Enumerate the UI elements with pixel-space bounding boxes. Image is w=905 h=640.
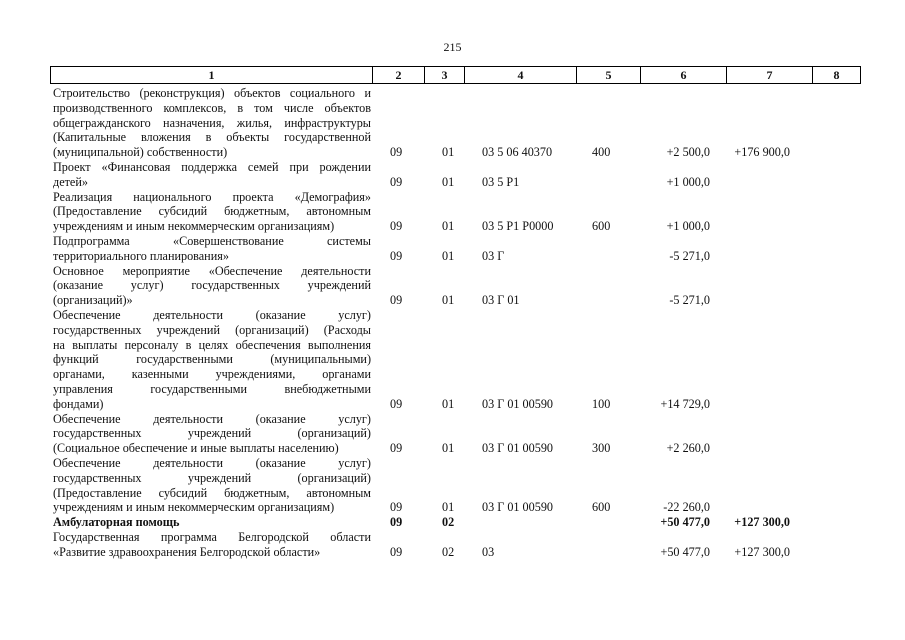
cell-c3: 01 [442,293,455,308]
row-description [50,234,371,264]
description-line: учреждениям и иным некоммерческим организациям) [53,500,335,515]
table-row [50,515,860,530]
description-line: на выплаты персоналу в целях обеспечения выполнения [53,337,371,352]
cell-c6: -22 260,0 [663,500,710,515]
description-line: (Предоставление субсидий бюджетным, автономным [53,204,371,219]
cell-c3: 02 [442,515,455,530]
cell-c5: 600 [592,219,611,234]
cell-c5: 400 [592,145,611,160]
cell-c6: +1 000,0 [666,174,710,189]
cell-c6: +50 477,0 [660,544,710,559]
cell-c4: 03 Г 01 00590 [482,396,554,411]
column-header-4: 4 [465,67,577,84]
description-line: (муниципальной) собственности) [53,145,228,160]
table-row [50,530,860,560]
cell-c2: 09 [390,396,403,411]
description-line: функций государственными (муниципальными) [53,352,371,367]
cell-c2: 09 [390,219,403,234]
column-header-1: 1 [51,67,373,84]
cell-c3: 01 [442,174,455,189]
description-line: Обеспечение деятельности (оказание услуг) [53,411,371,426]
description-line: производственного комплексов, в том числе объектов [53,100,371,115]
cell-c4: 03 Г 01 00590 [482,441,554,456]
description-line: (Предоставление субсидий бюджетным, автономным [53,485,371,500]
cell-c7: +127 300,0 [734,515,790,530]
description-line: учреждениям и иным некоммерческим организациям) [53,219,335,234]
description-line: общегражданского назначения, жилья, инфраструктуры [53,115,371,130]
column-header-8: 8 [813,67,861,84]
description-line: «Развитие здравоохранения Белгородской области» [53,544,321,559]
cell-c3: 01 [442,248,455,263]
row-description [50,190,371,234]
description-line: Государственная программа Белгородской области [53,529,371,544]
row-description [50,456,371,515]
table-row [50,234,860,264]
row-description [50,86,371,160]
table-row [50,456,860,515]
description-line: Подпрограмма «Совершенствование системы [53,233,371,248]
column-header-2: 2 [373,67,425,84]
cell-c2: 09 [390,515,403,530]
cell-c7: +176 900,0 [734,145,790,160]
cell-c6: -5 271,0 [669,293,710,308]
table-row [50,412,860,456]
cell-c2: 09 [390,145,403,160]
cell-c4: 03 [482,544,495,559]
cell-c3: 01 [442,441,455,456]
cell-c3: 02 [442,544,455,559]
row-description [50,308,371,412]
cell-c4: 03 Г 01 [482,293,520,308]
column-header-7: 7 [727,67,813,84]
cell-c3: 01 [442,219,455,234]
cell-c2: 09 [390,293,403,308]
cell-c3: 01 [442,396,455,411]
cell-c2: 09 [390,500,403,515]
table-row [50,308,860,412]
cell-c6: +14 729,0 [660,396,710,411]
column-header-row [50,66,861,84]
cell-c2: 09 [390,441,403,456]
budget-table-body [50,86,860,560]
description-line: Основное мероприятие «Обеспечение деятельности [53,263,371,278]
column-header-6: 6 [641,67,727,84]
column-header-5: 5 [577,67,641,84]
cell-c6: +1 000,0 [666,219,710,234]
cell-c5: 300 [592,441,611,456]
cell-c4: 03 5 Р1 Р0000 [482,219,554,234]
table-row [50,264,860,308]
row-description [50,264,371,308]
cell-c3: 01 [442,500,455,515]
description-line: (Социальное обеспечение и иные выплаты населению) [53,441,339,456]
page-number: 215 [443,40,462,54]
description-line: Строительство (реконструкция) объектов социального и [53,86,371,100]
description-line: Реализация национального проекта «Демография» [53,189,371,204]
cell-c4: 03 5 Р1 [482,174,520,189]
cell-c2: 09 [390,248,403,263]
cell-c6: -5 271,0 [669,248,710,263]
cell-c5: 600 [592,500,611,515]
cell-c4: 03 Г 01 00590 [482,500,554,515]
row-description [50,530,371,560]
cell-c6: +50 477,0 [660,515,710,530]
cell-c2: 09 [390,174,403,189]
description-line: органами, казенными учреждениями, органами [53,367,371,382]
cell-c7: +127 300,0 [734,544,790,559]
description-line: фондами) [53,396,104,411]
table-row [50,160,860,190]
cell-c2: 09 [390,544,403,559]
row-description [50,160,371,190]
cell-c6: +2 500,0 [666,145,710,160]
description-line: управления государственными внебюджетными [53,381,371,396]
description-line: государственных учреждений (организаций) [53,470,371,485]
description-line: Обеспечение деятельности (оказание услуг) [53,307,371,322]
column-header-3: 3 [425,67,465,84]
cell-c3: 01 [442,145,455,160]
cell-c6: +2 260,0 [666,441,710,456]
cell-c4: 03 5 06 40370 [482,145,553,160]
row-description [50,515,371,530]
table-row [50,86,860,160]
table-row [50,190,860,234]
description-line: (Капитальные вложения в объекты государственной [53,130,371,145]
row-description [50,412,371,456]
description-line: Обеспечение деятельности (оказание услуг) [53,455,371,470]
description-line: (организаций)» [53,293,133,308]
description-line: детей» [53,174,88,189]
description-line: (оказание услуг) государственных учреждений [53,278,371,293]
cell-c5: 100 [592,396,611,411]
description-line: государственных учреждений (организаций) (Расходы [53,322,371,337]
description-line: государственных учреждений (организаций) [53,426,371,441]
cell-c4: 03 Г [482,248,505,263]
description-line: территориального планирования» [53,248,229,263]
description-line: Проект «Финансовая поддержка семей при рождении [53,159,371,174]
description-line: Амбулаторная помощь [53,515,180,530]
